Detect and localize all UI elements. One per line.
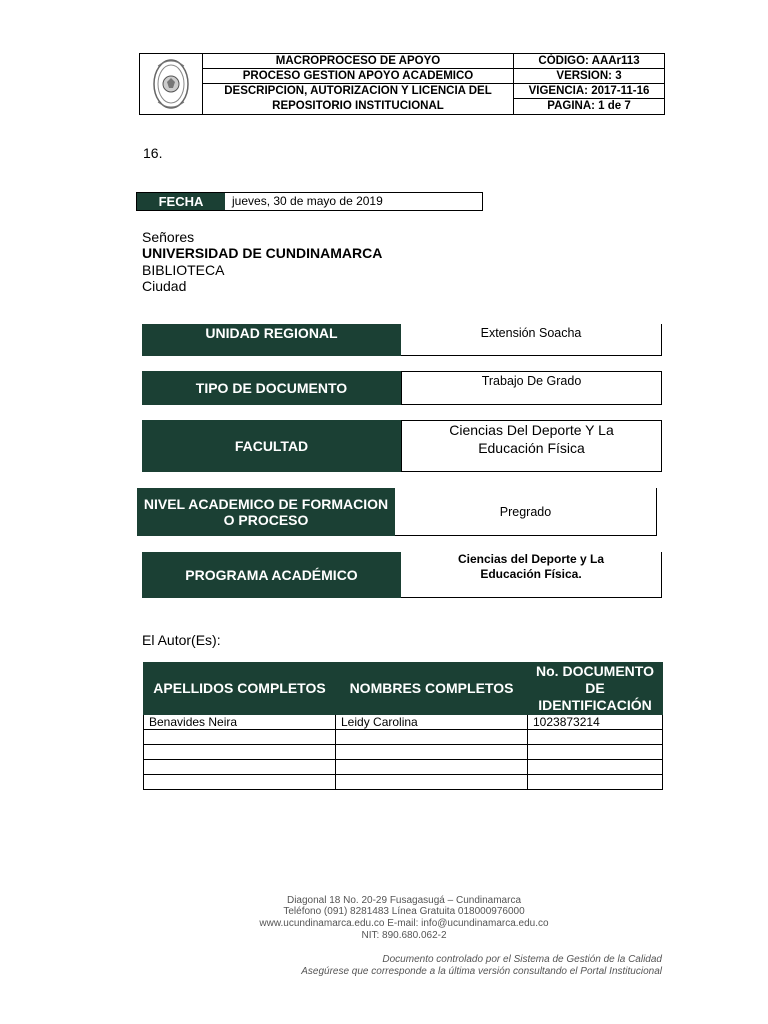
cell-nombres: Leidy Carolina [336, 715, 528, 730]
table-row [144, 715, 663, 730]
unidad-regional-value: Extensión Soacha [401, 324, 662, 356]
programa-academico-label: PROGRAMA ACADÉMICO [142, 552, 401, 598]
cell-apellidos [144, 775, 336, 790]
pagina-label: PAGINA: 1 de 7 [547, 100, 631, 112]
descripcion-label-line2: REPOSITORIO INSTITUCIONAL [272, 100, 444, 112]
table-row [144, 775, 663, 790]
header-nombres: NOMBRES COMPLETOS [336, 663, 528, 715]
footer-web: www.ucundinamarca.edu.co E-mail: info@ucundinamarca.edu.co [259, 918, 549, 929]
proceso-label: PROCESO GESTION APOYO ACADEMICO [203, 69, 513, 84]
tipo-documento-label: TIPO DE DOCUMENTO [142, 371, 401, 405]
header-apellidos: APELLIDOS COMPLETOS [144, 663, 336, 715]
cell-apellidos [144, 730, 336, 745]
cell-apellidos [144, 760, 336, 775]
version-label: VERSION: 3 [514, 69, 664, 84]
quality-note-line2: Asegúrese que corresponde a la última versión consultando el Portal Institucional [301, 966, 662, 977]
header-meta-cell [514, 54, 664, 114]
header-title-cell [203, 54, 514, 114]
cell-documento [528, 745, 663, 760]
nivel-academico-label: NIVEL ACADEMICO DE FORMACION O PROCESO [137, 488, 395, 536]
authors-table [143, 662, 663, 790]
nivel-academico-row [142, 488, 657, 536]
cell-documento: 1023873214 [528, 715, 663, 730]
cell-nombres [336, 730, 528, 745]
seal-icon [140, 54, 202, 114]
table-row [144, 760, 663, 775]
table-row [144, 730, 663, 745]
table-row [144, 745, 663, 760]
cell-apellidos [144, 745, 336, 760]
cell-documento [528, 775, 663, 790]
vigencia-label: VIGENCIA: 2017-11-16 [514, 84, 664, 99]
cell-documento [528, 760, 663, 775]
footer-phone: Teléfono (091) 8281483 Línea Gratuita 018000976000 [283, 906, 525, 917]
descripcion-label-line1: DESCRIPCION, AUTORIZACION Y LICENCIA DEL [224, 85, 492, 97]
autor-label: El Autor(Es): [142, 632, 221, 648]
cell-nombres [336, 760, 528, 775]
quality-note-line1: Documento controlado por el Sistema de Gestión de la Calidad [382, 954, 662, 965]
programa-academico-value: Ciencias del Deporte y La Educación Física. [401, 552, 662, 598]
address-city: Ciudad [142, 278, 187, 294]
footer-address: Diagonal 18 No. 20-29 Fusagasugá – Cundinamarca [286, 895, 522, 906]
address-library: BIBLIOTECA [142, 262, 225, 278]
facultad-value: Ciencias Del Deporte Y La Educación Física [401, 420, 662, 472]
address-university: UNIVERSIDAD DE CUNDINAMARCA [142, 245, 383, 261]
tipo-documento-row [142, 371, 662, 405]
programa-academico-row [142, 552, 662, 598]
cell-nombres [336, 745, 528, 760]
cell-documento [528, 730, 663, 745]
macroproceso-label: MACROPROCESO DE APOYO [203, 54, 513, 69]
codigo-label: CÓDIGO: AAAr113 [514, 54, 664, 69]
item-number: 16. [143, 145, 163, 161]
header-documento: No. DOCUMENTO DE IDENTIFICACIÓN [528, 663, 663, 715]
fecha-label: FECHA [137, 193, 225, 210]
authors-header-row [144, 663, 663, 715]
unidad-regional-row [142, 324, 662, 356]
footer-nit: NIT: 890.680.062-2 [361, 930, 447, 941]
unidad-regional-label: UNIDAD REGIONAL [142, 324, 401, 356]
cell-apellidos: Benavides Neira [144, 715, 336, 730]
nivel-academico-value: Pregrado [395, 488, 657, 536]
seal-logo [140, 54, 203, 114]
facultad-row [142, 420, 662, 472]
fecha-row [136, 192, 483, 211]
facultad-label: FACULTAD [142, 420, 401, 472]
fecha-value: jueves, 30 de mayo de 2019 [232, 194, 383, 208]
document-header [139, 53, 665, 115]
tipo-documento-value: Trabajo De Grado [401, 371, 662, 405]
cell-nombres [336, 775, 528, 790]
address-salutation: Señores [142, 229, 195, 245]
